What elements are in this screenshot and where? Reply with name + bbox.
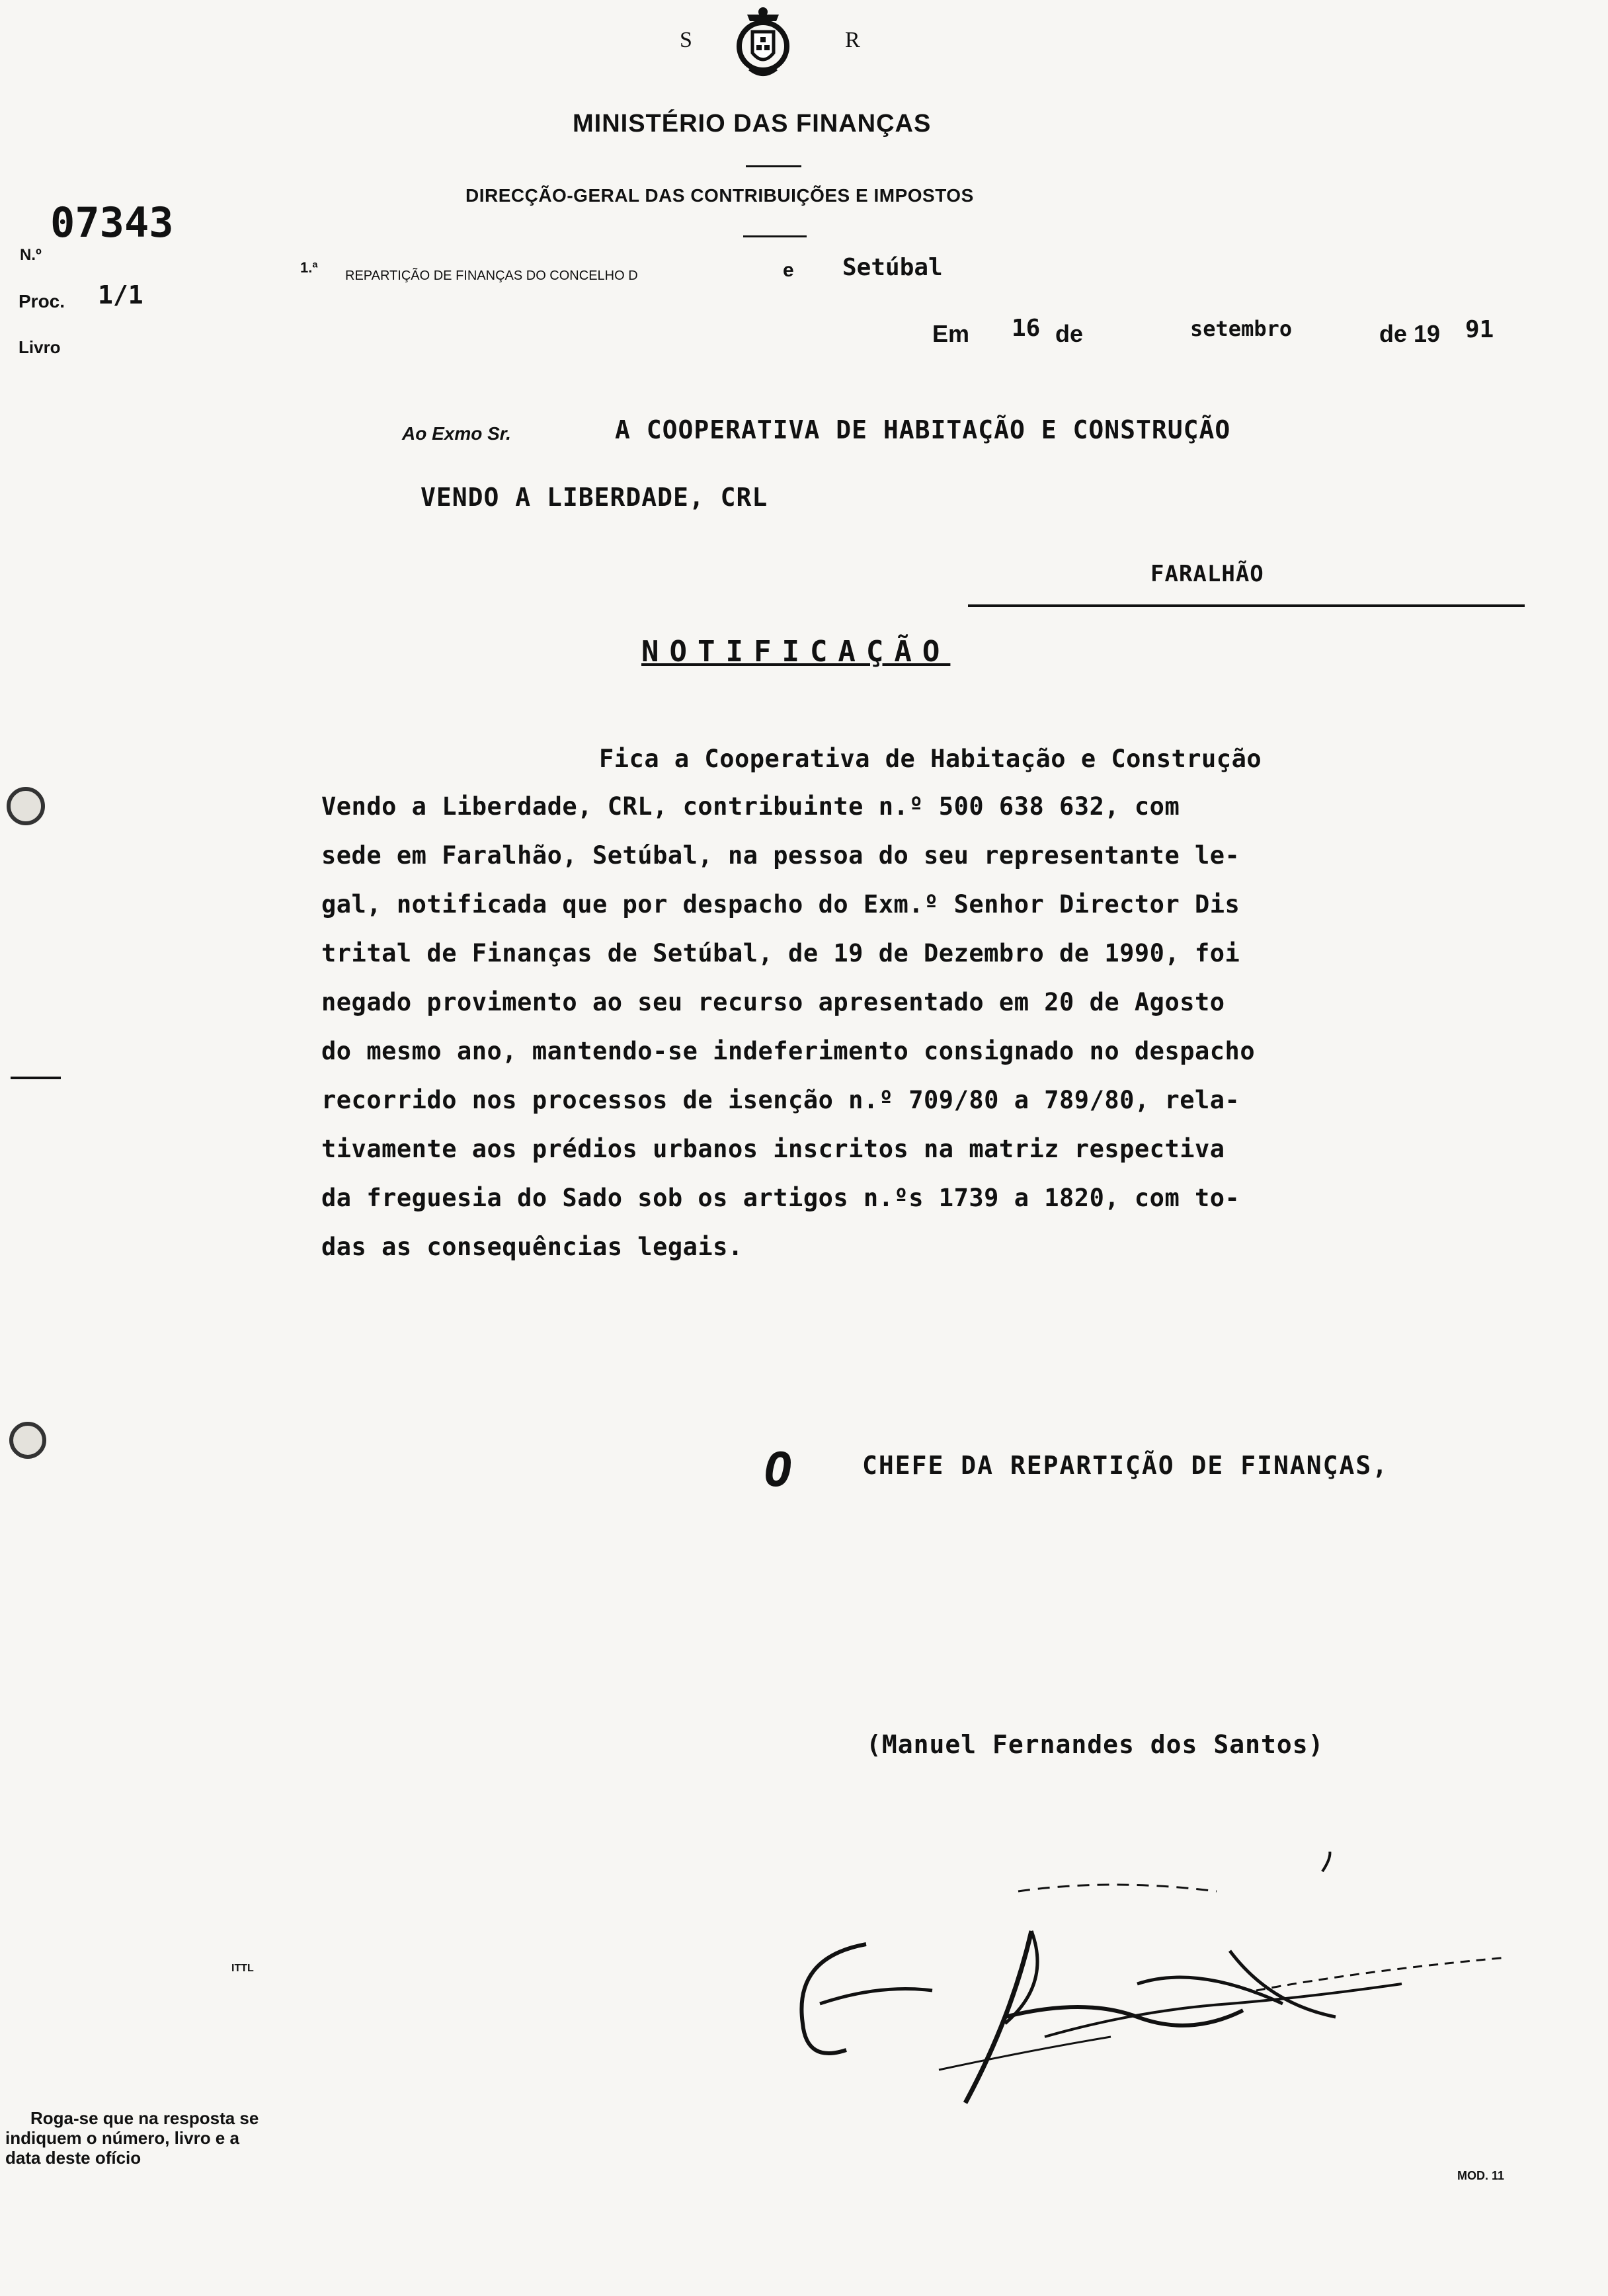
stray-mark: ITTL [231,1963,254,1974]
binder-hole [9,1422,46,1459]
signer-name: (Manuel Fernandes dos Santos) [866,1730,1324,1759]
binder-hole [7,787,45,825]
footer-note-line: indiquem o número, livro e a [5,2128,239,2148]
notice-title: NOTIFICAÇÃO [641,635,951,669]
body-line: tivamente aos prédios urbanos inscritos na matriz respectiva [321,1135,1225,1163]
office-place: Setúbal [842,254,943,281]
proc-label: Proc. [19,291,65,311]
footer-note-line: Roga-se que na resposta se [30,2108,259,2128]
body-line: das as consequências legais. [321,1233,743,1261]
date-line [926,315,1521,354]
body-line: Fica a Cooperativa de Habitação e Construção [599,745,1262,773]
notice-body [321,731,1564,1274]
addressee-line-1: A COOPERATIVA DE HABITAÇÃO E CONSTRUÇÃO [615,415,1231,444]
date-em-label: Em [932,320,970,347]
date-year-suffix: 91 [1465,316,1494,343]
livro-label: Livro [19,337,61,357]
addressee-place: FARALHÃO [1150,561,1264,587]
body-line: do mesmo ano, mantendo-se indeferimento consignado no despacho [321,1037,1256,1065]
body-line: da freguesia do Sado sob os artigos n.ºs 1739 a 1820, com to- [321,1184,1240,1212]
date-year-label: de 19 [1379,320,1441,347]
body-line: negado provimento ao seu recurso apresentado em 20 de Agosto [321,988,1225,1016]
header-divider [743,235,807,237]
signature-prefix: O [764,1443,794,1497]
addressee-label: Ao Exmo Sr. [402,423,511,444]
proc-value: 1/1 [98,280,143,309]
body-line: sede em Faralhão, Setúbal, na pessoa do seu representante le- [321,841,1240,870]
date-day: 16 [1012,315,1041,342]
seal-letter-left: S [680,28,692,52]
signature-role: CHEFE DA REPARTIÇÃO DE FINANÇAS, [862,1451,1389,1480]
date-de-label: de [1055,320,1084,347]
body-line: trital de Finanças de Setúbal, de 19 de Dezembro de 1990, foi [321,939,1240,967]
handwritten-signature-icon [767,1852,1547,2116]
coat-of-arms-icon [734,5,792,83]
addressee-line-2: VENDO A LIBERDADE, CRL [421,483,768,512]
footer-note-line: data deste ofício [5,2148,141,2168]
office-label-tail: e [783,259,794,281]
direction-title: DIRECÇÃO-GERAL DAS CONTRIBUIÇÕES E IMPOSTOS [465,185,974,206]
reference-block [13,198,251,370]
addressee-block [397,403,1547,622]
seal-letter-right: R [845,28,860,52]
number-prefix: N.º [20,246,42,264]
body-line: Vendo a Liberdade, CRL, contribuinte n.º 500 638 632, com [321,792,1180,821]
body-line: gal, notificada que por despacho do Exm.º Senhor Director Dis [321,890,1240,919]
office-prefix: 1.ª [300,259,318,276]
form-code: MOD. 11 [1457,2169,1505,2182]
office-line [300,251,1027,291]
ministry-title: MINISTÉRIO DAS FINANÇAS [573,110,932,138]
header-divider [746,165,801,167]
date-month: setembro [1190,316,1293,341]
signature-block [741,1428,1574,2195]
footer-note [5,2108,376,2181]
office-label: REPARTIÇÃO DE FINANÇAS DO CONCELHO D [345,268,638,283]
addressee-underline [968,604,1525,607]
reference-number: 07343 [50,198,174,247]
body-line: recorrido nos processos de isenção n.º 709/80 a 789/80, rela- [321,1086,1240,1114]
fold-mark [11,1077,61,1079]
